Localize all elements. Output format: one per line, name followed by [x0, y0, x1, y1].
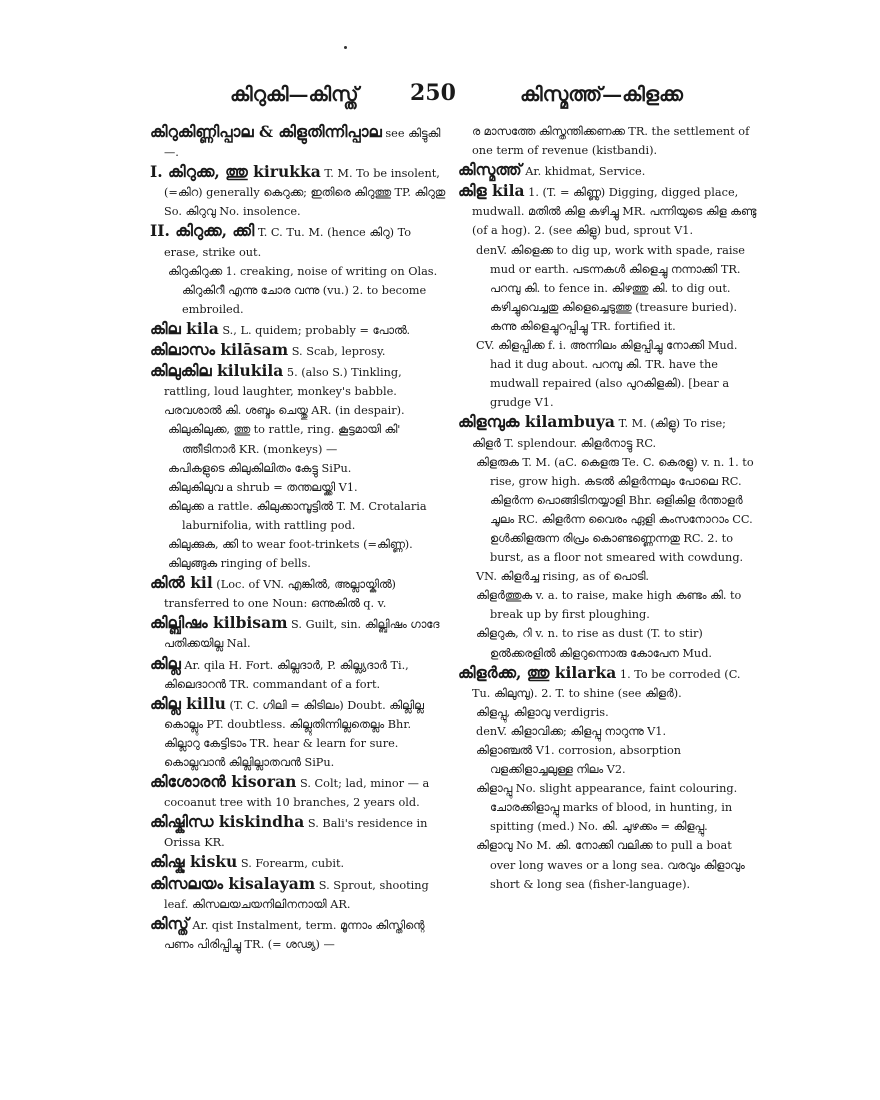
definition-text: കിലുകിലുക്ക, ത്തു to rattle, ring. കൂട്ടമായി കി' ത്തീടിനാർ KR. (monkeys) —: [168, 423, 401, 456]
definition-text: S. Guilt, sin. കില്ബിഷം ഗാദേ പതിക്കയില്ല Nal.: [164, 618, 440, 651]
dictionary-entry: [150, 340, 446, 361]
definition-text: ര മാസത്തേ കിസ്തന്തിക്കണക്ക TR. the settlement of one term of revenue (kistbandi).: [472, 125, 750, 158]
definition-text: 1. (T. = കിണ്ണു) Digging, digged place, mudwall. മതിൽ കിള കഴിച്ചു MR. പന്നിയുടെ കിള കണ്ടു (of a hog). 2. (see കിളു) bud, sprout V1.: [472, 186, 757, 238]
headword: കിസ്മത്ത്: [458, 160, 522, 180]
sub-entry: [150, 420, 446, 458]
definition-text: കിളറുക, റി v. n. to rise as dust (T. to stir) ഉൽക്കരളിൽ കിളറുന്നൊരു കോപേന Mud.: [476, 627, 713, 660]
definition-text: കിളരുക T. M. (aC. കെളരു Te. C. കെരളു) v. n. 1. to rise, grow high. കടൽ കിളർന്നലും പോലെ RC. കിളർന്ന പൊങ്ങിടിനയ്യാളി Bhr. ഒളികിള ർന്താളർ ചൂലം RC. കിളർന്ന വൈരം ഏളി കംസനോറാം CC. ഉൾക്കിളരുന്ന രിപ്രം കൊണ്ടണ്ണെന്നതു RC. 2. to burst, as a floor not smeared with cowdung.: [476, 455, 754, 565]
sub-entry: [458, 453, 758, 568]
sub-entry: [458, 703, 758, 722]
sub-entry: [150, 478, 446, 497]
sub-entry: [458, 624, 758, 662]
headword: കിള kila: [458, 181, 525, 201]
page-number: 250: [410, 80, 456, 106]
sub-entry: [458, 836, 758, 893]
definition-text: കിളാഞ്ചൽ V1. corrosion, absorption വളക്കിളാച്ചലുള്ള നിലം V2.: [476, 744, 682, 777]
definition-text: കിളർത്തുക v. a. to raise, make high കണ്ടം കി. to break up by first ploughing.: [476, 589, 742, 622]
headword: കിലുകില kilukila: [150, 361, 284, 381]
dictionary-entry: [150, 654, 446, 694]
definition-text: (T. C. ഗിലി = കിടിലം) Doubt. കില്ലില്ല കൊല്ലും PT. doubtless. കില്ലുതിന്നില്ലതെല്ലം Bhr. കില്ലാറു കേട്ടിടാം TR. hear & learn for sure. കൊല്ലവാൻ കില്ലില്ലാതവൻ SiPu.: [164, 698, 424, 769]
left-column: [150, 122, 446, 954]
definition-text: 5. (also S.) Tinkling, rattling, loud laughter, monkey's babble. പരവശാൽ കി. ശബ്ദം ചെയ്തു AR. (in despair).: [164, 366, 405, 418]
definition-text: denV. കിളെക്ക to dig up, work with spade, raise mud or earth. പടന്നകൾ കിളെച്ചു നന്നാക്കി TR. പറമ്പു കി. to fence in. കിഴത്തു കി. to dig out. കഴിച്ചുവെച്ചതു കിളെച്ചെടുത്തു (treasure buried). കന്നു കിളെച്ചുറപ്പിച്ചു TR. fortified it.: [476, 243, 745, 333]
sub-entry: [458, 567, 758, 586]
dictionary-entry: [150, 812, 446, 852]
headword: കില്ല: [150, 653, 181, 673]
headword: കിശോരൻ kisoran: [150, 772, 297, 792]
sub-entry: [150, 459, 446, 478]
headword: കിൽ kil: [150, 573, 213, 593]
headword: II. കിറുക്ക, ക്കി: [150, 221, 255, 241]
definition-text: S. Bali's residence in Orissa KR.: [164, 817, 428, 850]
headword: കിലാസം kilāsam: [150, 340, 289, 360]
sub-entry: [150, 535, 446, 554]
headword: കില്ല killu: [150, 693, 226, 713]
headword: കിഷ്കു kisku: [150, 852, 238, 872]
header-right-guideword: കിസ്മത്ത്—കിളക്ക: [520, 82, 683, 106]
definition-text: കപികളുടെ കിലുകിലിതം കേട്ടു SiPu.: [168, 461, 352, 475]
stray-mark: [344, 46, 347, 49]
headword: കിറുകിണ്ണിപ്പാല & കിളുതിന്നിപ്പാല: [150, 122, 382, 141]
headword: കില kila: [150, 318, 219, 338]
definition-text: കിലുക്കുക, ക്കി to wear foot-trinkets (=കിണ്ണ).: [168, 537, 413, 551]
headword: കിളമ്പുക kilambuya: [458, 412, 615, 432]
headword: കില്ബിഷം kilbisam: [150, 613, 288, 633]
definition-text: കിലുകിലുവ a shrub = തന്തലയ്ക്കി V1.: [168, 480, 358, 494]
definition-text: denV. കിളാവിക്ക; കിളപ്പു നാറുന്നു V1.: [476, 724, 667, 738]
page-header: [0, 78, 880, 118]
headword: കിഷ്കിന്ധ kiskindha: [150, 812, 305, 832]
definition-text: see കിട്ടുകി—.: [164, 127, 441, 160]
definition-text: T. M. (കിളു) To rise; കിളർ T. splendour. കിളർനാട്ടു RC.: [472, 417, 726, 450]
dictionary-entry: [150, 852, 446, 873]
sub-entry: [458, 741, 758, 779]
dictionary-entry: [150, 772, 446, 812]
dictionary-entry: [150, 613, 446, 653]
dictionary-entry: [150, 361, 446, 420]
definition-text: കിറുകിറുക്ക 1. creaking, noise of writing on Olas. കിറുകിറീ എന്നു ചോര വന്നു (vu.) 2. to become embroiled.: [168, 264, 438, 316]
definition-text: Ar. khidmat, Service.: [521, 165, 646, 179]
sub-entry: [150, 554, 446, 573]
header-left-guideword: കിറുകി—കിസ്ത്: [230, 82, 359, 106]
definition-text: (Loc. of VN. എങ്കിൽ, അല്ലായ്കിൽ) transferred to one Noun: ഒന്നുകിൽ q. v.: [164, 578, 396, 611]
headword: കിസലയം kisalayam: [150, 873, 316, 893]
continued-entry: [458, 122, 758, 160]
definition-text: S. Colt; lad, minor — a cocoanut tree with 10 branches, 2 years old.: [164, 777, 430, 810]
definition-text: VN. കിളർച്ച rising, as of പൊടി.: [476, 570, 649, 584]
sub-entry: [458, 241, 758, 336]
sub-entry: [458, 722, 758, 741]
dictionary-entry: [150, 319, 446, 340]
headword: കിളർക്ക, ത്തു kilarka: [458, 662, 617, 682]
headword: കിസ്ത്: [150, 913, 189, 933]
definition-text: കിളപ്പു, കിളാവു verdigris.: [476, 705, 609, 719]
dictionary-entry: [150, 122, 446, 162]
dictionary-entry: [458, 663, 758, 703]
sub-entry: [150, 262, 446, 319]
right-column: [458, 122, 758, 894]
definition-text: Ar. qist Instalment, term. മൂന്നാം കിസ്തിന്റെ പണം പിരിപ്പിച്ചു TR. (= ശഢ്യ) —: [164, 918, 425, 951]
dictionary-entry: [458, 181, 758, 240]
definition-text: T. M. To be insolent, (=കിറ) generally കെറുക്ക; ഇതിരെ കിറുത്തു TP. കിറുതു So. കിറുവു No. insolence.: [164, 167, 446, 219]
dictionary-entry: [150, 221, 446, 261]
sub-entry: [458, 586, 758, 624]
dictionary-entry: [150, 573, 446, 613]
definition-text: 1. To be corroded (C. Tu. കിലുമ്പു). 2. T. to shine (see കിളർ).: [472, 667, 741, 700]
dictionary-entry: [458, 412, 758, 452]
dictionary-entry: [150, 914, 446, 954]
headword: I. കിറുക്ക, ത്തു kirukka: [150, 162, 321, 182]
definition-text: T. C. Tu. M. (hence കിറു) To erase, strike out.: [164, 226, 412, 259]
definition-text: CV. കിളപ്പിക്ക f. i. അന്നിലം കിളപ്പിച്ചു നോക്കി Mud. had it dug about. പറമ്പു കി. TR. have the mudwall repaired (also പുറകിളകി). [bear a grudge V1.: [476, 339, 738, 410]
dictionary-entry: [150, 874, 446, 914]
dictionary-entry: [458, 160, 758, 181]
definition-text: S., L. quidem; probably = പോൽ.: [218, 323, 411, 337]
dictionary-entry: [150, 694, 446, 772]
definition-text: S. Sprout, shooting leaf. കിസലയചയനിലിനനായി AR.: [164, 878, 429, 911]
sub-entry: [150, 497, 446, 535]
definition-text: കിലുക്ക a rattle. കിലുക്കാമ്പൂട്ടിൽ T. M. Crotalaria laburnifolia, with rattling pod.: [168, 499, 427, 532]
definition-text: S. Forearm, cubit.: [237, 857, 345, 871]
sub-entry: [458, 336, 758, 412]
definition-text: കിളാപ്പു No. slight appearance, faint colouring. ചോരക്കിളാപ്പു marks of blood, in hunting, in spitting (med.) No. കി. ചുഴക്കം = കിളപ്പു.: [476, 782, 738, 834]
sub-entry: [458, 779, 758, 836]
definition-text: S. Scab, leprosy.: [288, 345, 386, 359]
definition-text: കിളാവു No M. കി. നോക്കി വലിക്ക to pull a boat over long waves or a long sea. വരവും കിളാവും short & long sea (fisher-language).: [476, 839, 745, 891]
definition-text: Ar. qila H. Fort. കില്ലദാർ, P. കില്ല്യദാർ Ti., കിലെദാറൻ TR. commandant of a fort.: [164, 658, 409, 691]
definition-text: കിലുങ്ങുക ringing of bells.: [168, 557, 311, 571]
dictionary-entry: [150, 162, 446, 221]
